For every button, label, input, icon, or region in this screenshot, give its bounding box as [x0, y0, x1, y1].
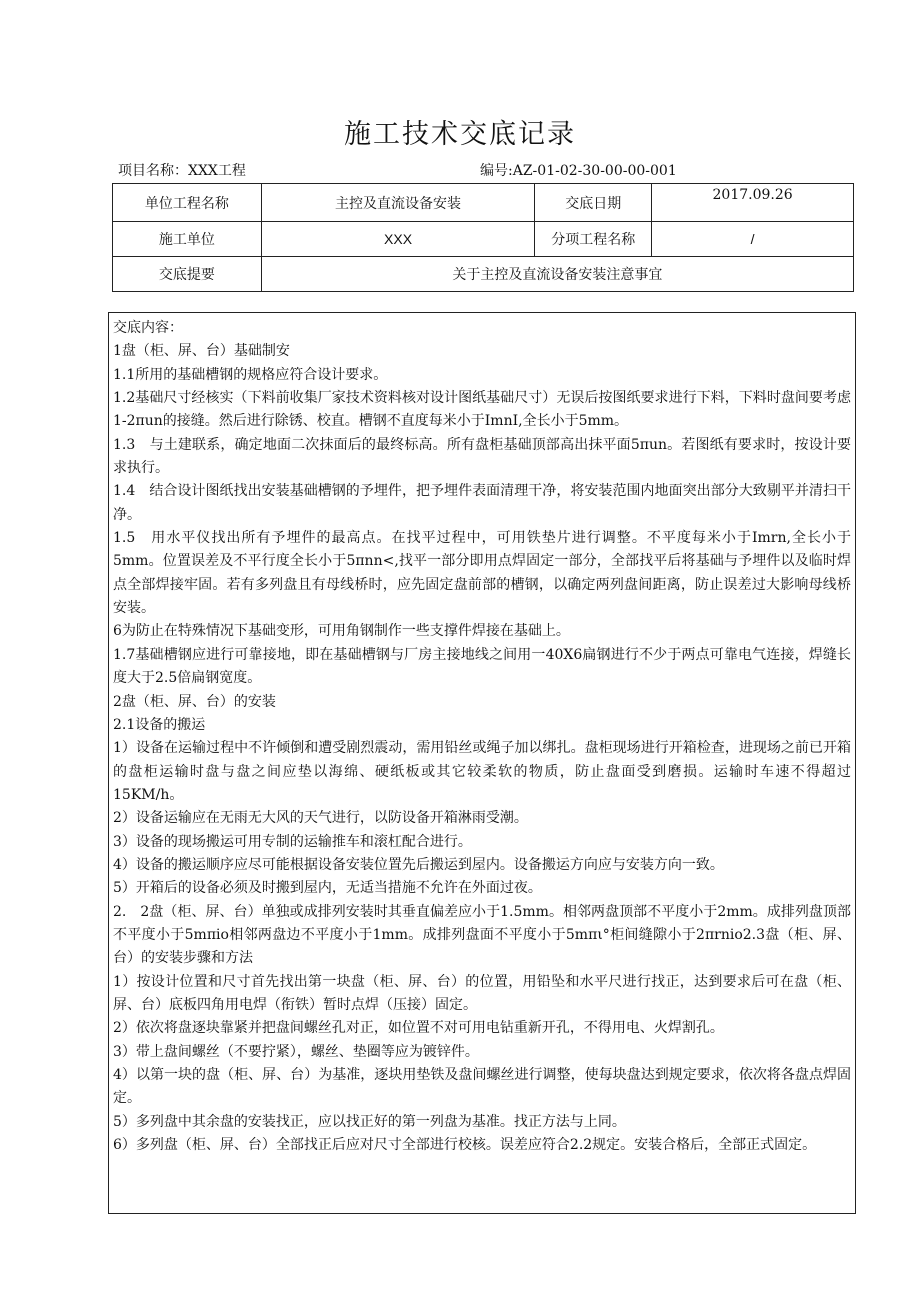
table-row [113, 257, 854, 292]
paragraph: 4）设备的搬运顺序应尽可能根据设备安装位置先后搬运到屋内。设备搬运方向应与安装方向一致。 [113, 856, 724, 873]
paragraph: 2.1设备的搬运 [113, 716, 206, 733]
sub-project-value: / [652, 222, 854, 257]
paragraph: 4）以第一块的盘（柜、屏、台）为基准，逐块用垫铁及盘间螺丝进行调整，使每块盘达到规定要求，依次将各盘点焊固定。 [113, 1067, 851, 1107]
paragraph: 2）设备运输应在无雨无大风的天气进行，以防设备开箱淋雨受潮。 [113, 810, 528, 827]
paragraph: 1.5 用水平仪找出所有予埋件的最高点。在找平过程中，可用铁垫片进行调整。不平度每米小于Imrn,全长小于5mm。位置误差及不平行度全长小于5πnn<,找平一部分即用点焊固定一部分，全部找平后将基础与予埋件以及临时焊点全部焊接牢固。若有多列盘且有母线桥时，应先固定盘前部的槽钢，以确定两列盘间距离，防止误差过大影响母线桥安装。 [113, 530, 851, 617]
paragraph: 1.2基础尺寸经核实（下料前收集厂家技术资料核对设计图纸基础尺寸）无误后按图纸要求进行下料，下料时盘间要考虑1-2πun的接缝。然后进行除锈、校直。槽钢不直度每米小于ImnI,全长小于5mm。 [113, 390, 851, 430]
sub-project-label: 分项工程名称 [535, 222, 652, 257]
construction-unit-label: 施工单位 [113, 222, 262, 257]
document-number: 编号:AZ-01-02-30-00-00-001 [480, 163, 677, 179]
content-heading: 交底内容： [113, 320, 183, 336]
document-title: 施工技术交底记录 [344, 119, 576, 150]
paragraph: 5）开箱后的设备必须及时搬到屋内，无适当措施不允许在外面过夜。 [113, 880, 542, 897]
disclosure-content [108, 312, 856, 1214]
unit-project-value: 主控及直流设备安装 [261, 184, 535, 222]
paragraph: 6为防止在特殊情况下基础变形，可用角钢制作一些支撑件焊接在基础上。 [113, 623, 570, 640]
header-table [112, 183, 854, 292]
paragraph: 3）设备的现场搬运可用专制的运输推车和滚杠配合进行。 [113, 833, 472, 850]
summary-value: 关于主控及直流设备安装注意事宜 [261, 257, 853, 292]
paragraph: 1.4 结合设计图纸找出安装基础槽钢的予埋件，把予埋件表面清理干净，将安装范围内地面突出部分大致剔平并清扫干净。 [113, 483, 851, 523]
paragraph: 6）多列盘（柜、屏、台）全部找正后应对尺寸全部进行校核。误差应符合2.2规定。安装合格后，全部正式固定。 [113, 1137, 817, 1154]
paragraph: 1）设备在运输过程中不许倾倒和遭受剧烈震动，需用铅丝或绳子加以绑扎。盘柜现场进行开箱检查，进现场之前已开箱的盘柜运输时盘与盘之间应垫以海绵、硬纸板或其它较柔软的物质，防止盘面受到磨损。运输时车速不得超过15KM/h。 [113, 740, 851, 803]
paragraph: 2. 2盘（柜、屏、台）单独或成排列安装时其垂直偏差应小于1.5mm。相邻两盘顶部不平度小于2mm。成排列盘顶部不平度小于5mπio相邻两盘边不平度小于1mm。成排列盘面不平度小于5mπι°柜间缝隙小于2πrnio2.3盘（柜、屏、台）的安装步骤和方法 [113, 903, 851, 967]
paragraph: 1.7基础槽钢应进行可靠接地，即在基础槽钢与厂房主接地线之间用一40X6扁钢进行不少于两点可靠电气连接，焊缝长度大于2.5倍扁钢宽度。 [113, 646, 851, 687]
paragraph: 2）依次将盘逐块靠紧并把盘间螺丝孔对正，如位置不对可用电钻重新开孔，不得用电、火焊割孔。 [113, 1020, 724, 1037]
summary-label: 交底提要 [113, 257, 262, 292]
construction-unit-value: XXX [261, 222, 535, 257]
project-name: 项目名称：XXX工程 [118, 163, 246, 179]
paragraph: 1盘（柜、屏、台）基础制安 [113, 343, 290, 360]
table-row [113, 222, 854, 257]
date-label: 交底日期 [535, 184, 652, 222]
paragraph: 1）按设计位置和尺寸首先找出第一块盘（柜、屏、台）的位置，用铅坠和水平尺进行找正，达到要求后可在盘（柜、屏、台）底板四角用电焊（衔铁）暂时点焊（压接）固定。 [113, 973, 851, 1013]
date-value: 2017.09.26 [652, 184, 854, 222]
paragraph: 3）带上盘间螺丝（不要拧紧），螺丝、垫圈等应为镀锌件。 [113, 1043, 479, 1060]
paragraph: 1.1所用的基础槽钢的规格应符合设计要求。 [113, 366, 388, 383]
table-row [113, 184, 854, 222]
paragraph: 2盘（柜、屏、台）的安装 [113, 693, 276, 710]
unit-project-label: 单位工程名称 [113, 184, 262, 222]
paragraph: 1.3 与土建联系，确定地面二次抹面后的最终标高。所有盘柜基础顶部高出抹平面5πun。若图纸有要求时，按设计要求执行。 [113, 436, 851, 477]
paragraph: 5）多列盘中其余盘的安装找正，应以找正好的第一列盘为基准。找正方法与上同。 [113, 1113, 626, 1130]
